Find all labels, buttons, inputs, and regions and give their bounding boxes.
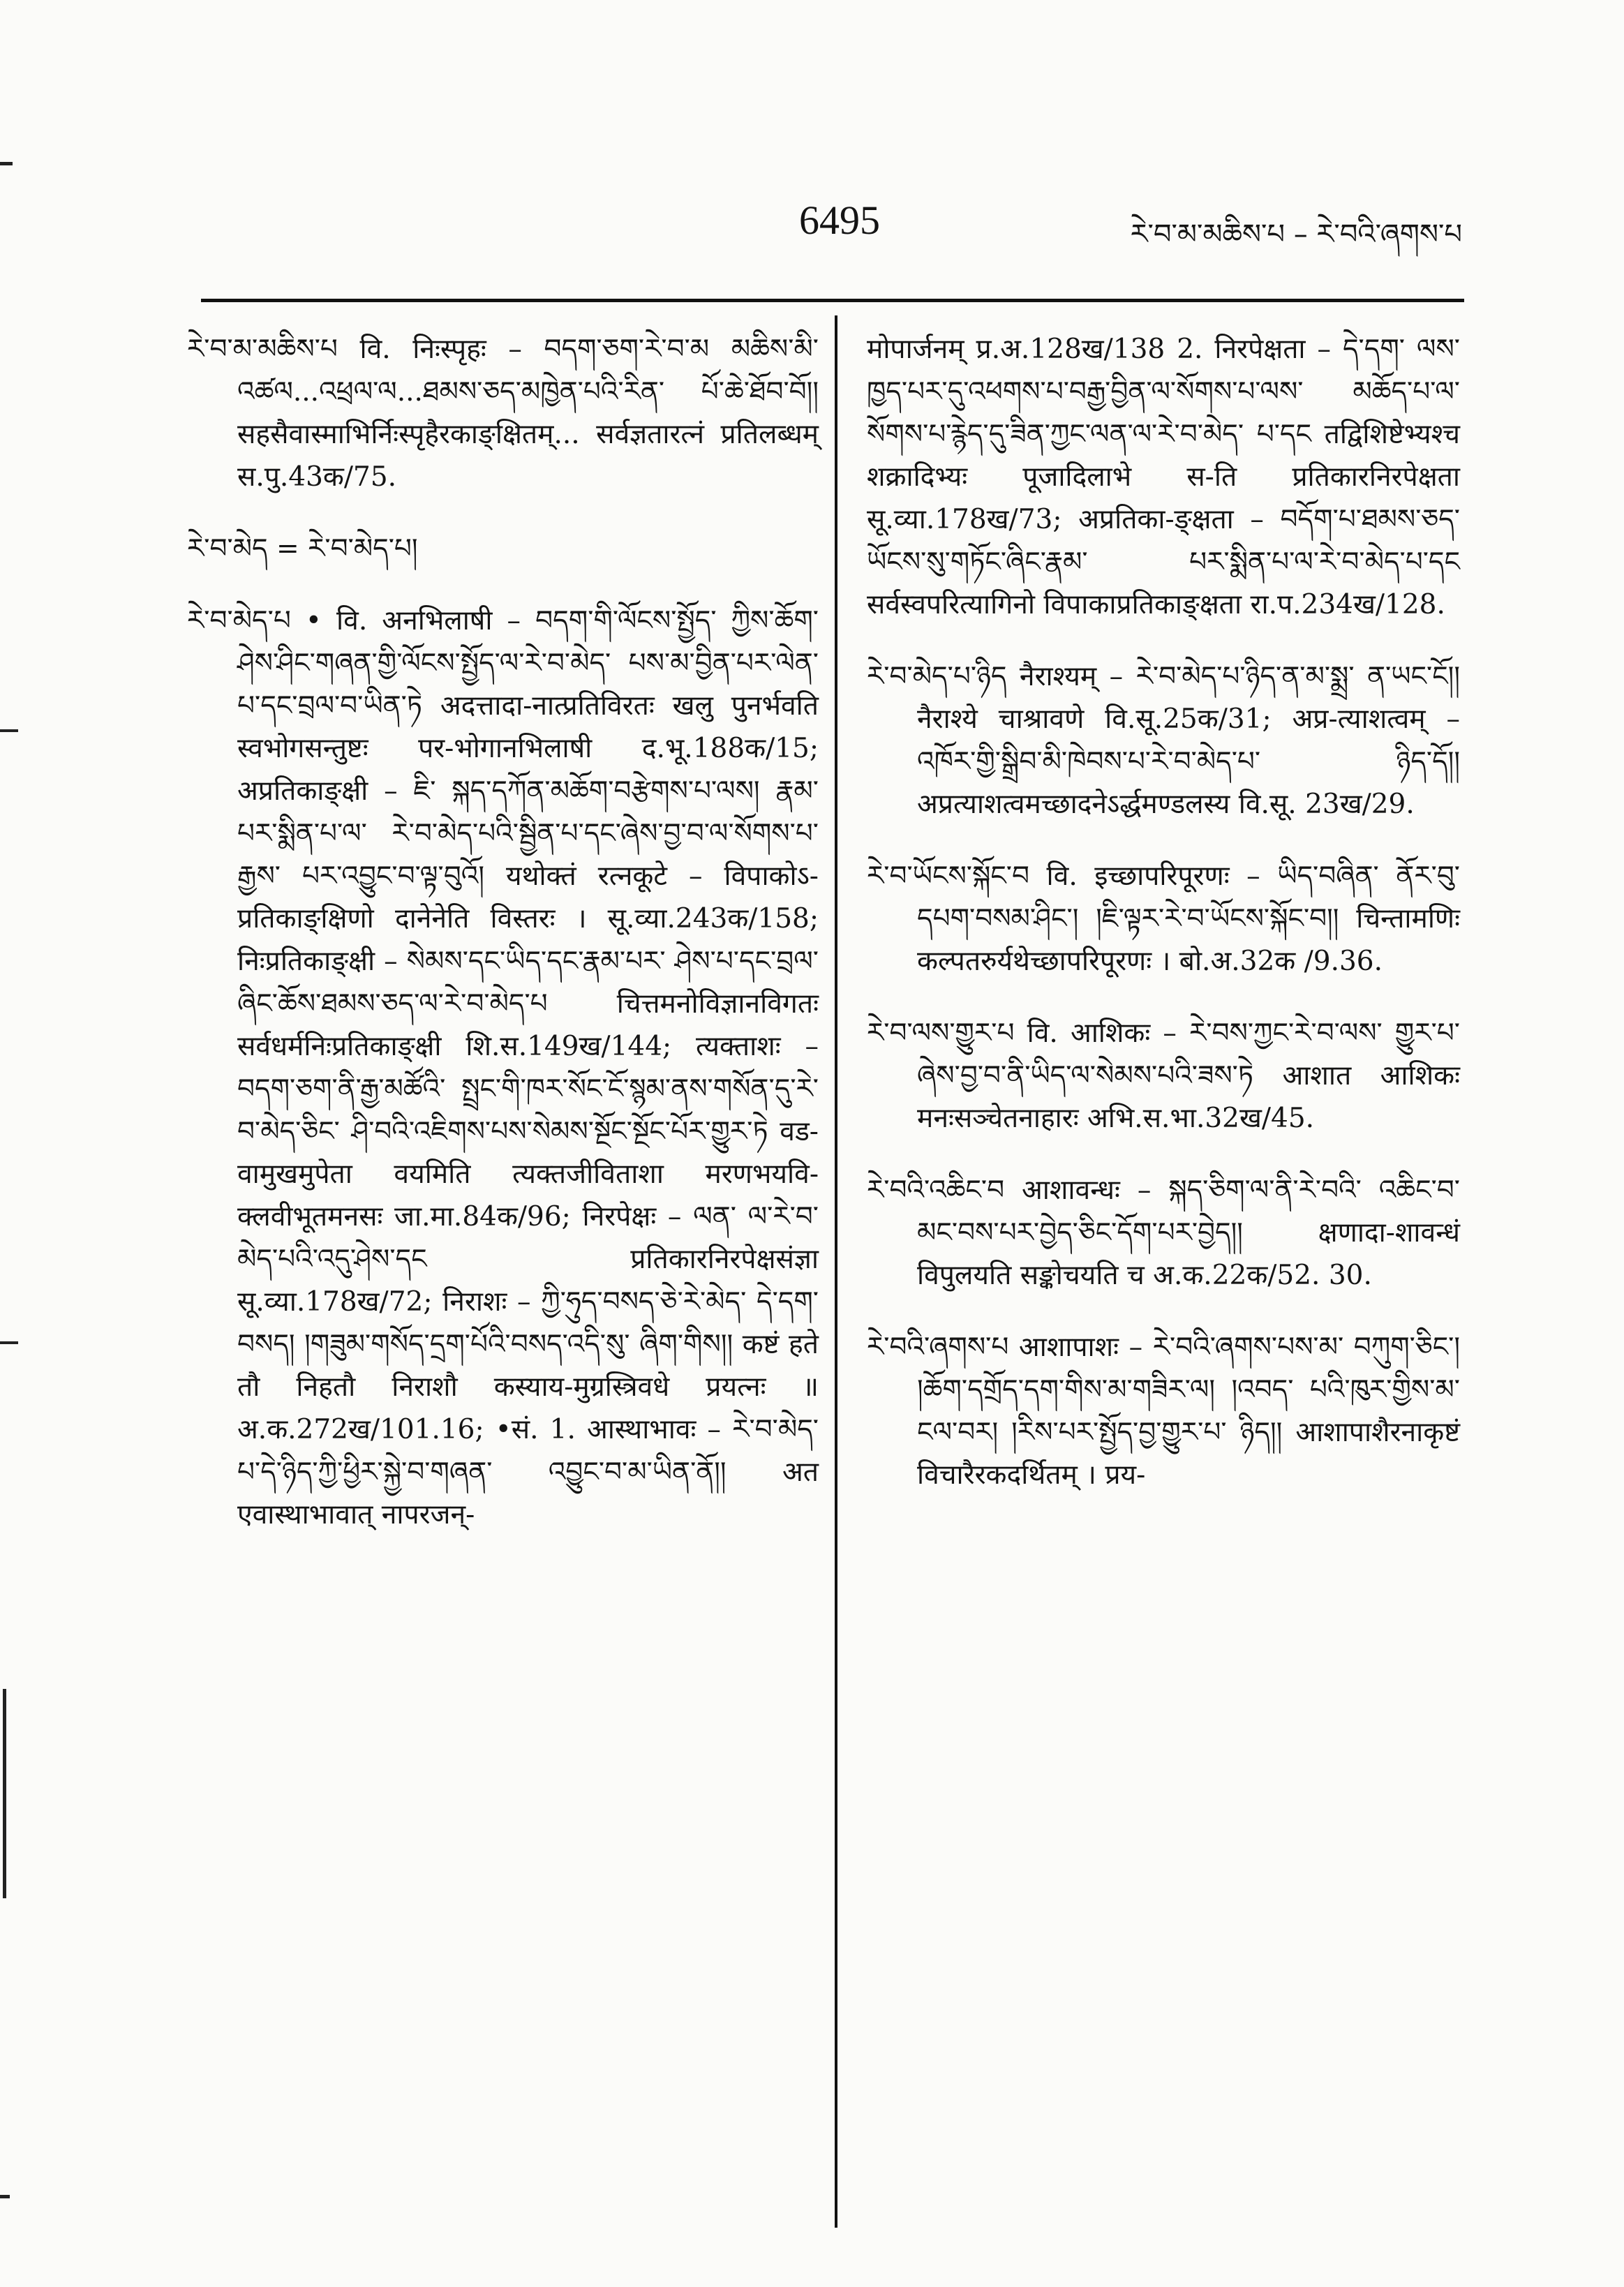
dictionary-entry: རེ་བ་མེད = རེ་བ་མེད་པ། [187,533,418,565]
page-number: 6495 [799,198,880,243]
scan-edge-mark [0,162,13,165]
column-divider [835,315,837,2228]
dictionary-entry: རེ་བ་ལས་གྱུར་པ वि. आशिकः – རེ་བས་ཀྱང་རེ་བ་ལས་ གྱུར་པ་ཞེས་བྱ་བ་ནི་ཡིད་ལ་སེམས་པའི་ཟས་ཏེ आशात आशिकः मनःसञ्चेतनाहारः अभि.स.भा.32ख/45. [867,1018,1460,1134]
dictionary-entry: རེ་བ་མ་མཆིས་པ वि. निःस्पृहः – བདག་ཅག་རེ་བ་མ མཆིས་མི་འཚལ...འཕྲལ་ལ...ཐམས་ཅད་མཁྱེན་པའི་རིན་ པོ་ཆེ་ཐོབ་བོ།། सहसैवास्माभिर्निःस्पृहैरकाङ्क्षितम्... सर्वज्ञतारत्नं प्रतिलब्धम् स.पु.43क/75. [187,334,819,493]
dictionary-entry: རེ་བ་མེད་པ་ཉིད नैराश्यम् – རེ་བ་མེད་པ་ཉིད་ན་མ་སྨྲ་ ན་ཡང་ངོ།། नैराश्ये चाश्रावणे वि.सू.25क/31; अप्र-त्याशत्वम् – འཁོར་གྱི་སྒྲིབ་མི་ཁེབས་པ་རེ་བ་མེད་པ་ ཉིད་དོ།། अप्रत्याशत्वमच्छादनेऽर्द्धमण्डलस्य वि.सू. 23ख/29. [867,661,1460,820]
right-column [867,328,1460,1526]
dictionary-entry: རེ་བའི་འཆིང་བ आशावन्धः – སྐད་ཅིག་ལ་ནི་རེ་བའི་ འཆིང་བ་མང་བས་པར་བྱེད་ཅིང་དོག་པར་བྱེད།། क्षणादा-शावन्धं विपुलयति सङ्कोचयति च अ.क.22क/52. 30. [867,1175,1460,1291]
dictionary-entry: རེ་བ་མེད་པ • वि. अनभिलाषी – བདག་གི་ལོངས་སྤྱོད་ ཀྱིས་ཆོག་ཤེས་ཤིང་གཞན་གྱི་ལོངས་སྤྱོད་ལ་རེ་བ་མེད་ པས་མ་བྱིན་པར་ལེན་པ་དང་བྲལ་བ་ཡིན་ཏེ अदत्तादा-नात्प्रतिविरतः खलु पुनर्भवति स्वभोगसन्तुष्टः पर-भोगानभिलाषी द.भू.188क/15; अप्रतिकाङ्क्षी – ཇི་ སྐད་དཀོན་མཆོག་བརྩེགས་པ་ལས། རྣམ་པར་སྨིན་པ་ལ་ རེ་བ་མེད་པའི་སྦྱིན་པ་དང་ཞེས་བྱ་བ་ལ་སོགས་པ་རྒྱས་ པར་འབྱུང་བ་ལྟ་བུའོ། यथोक्तं रत्नकूटे – विपाकोऽ-प्रतिकाङ्क्षिणो दानेनेति विस्तरः । सू.व्या.243क/158; निःप्रतिकाङ्क्षी – སེམས་དང་ཡིད་དང་རྣམ་པར་ ཤེས་པ་དང་བྲལ་ཞིང་ཆོས་ཐམས་ཅད་ལ་རེ་བ་མེད་པ चित्तमनोविज्ञानविगतः सर्वधर्मनिःप्रतिकाङ्क्षी शि.स.149ख/144; त्यक्ताशः – བདག་ཅག་ནི་རྒྱ་མཚོའི་ སྤྲང་གི་ཁར་སོང་ངོ་སྙམ་ནས་གསོན་དུ་རེ་བ་མེད་ཅིང་ ཤི་བའི་འཇིགས་པས་སེམས་སྔོང་སྔོང་པོར་གྱུར་ཏེ वड-वामुखमुपेता वयमिति त्यक्तजीविताशा मरणभयवि-क्लवीभूतमनसः जा.मा.84क/96; निरपेक्षः – ལན་ ལ་རེ་བ་མེད་པའི་འདུ་ཤེས་དང प्रतिकारनिरपेक्षसंज्ञा सू.व्या.178ख/72; निराशः – ཀྱི་ཧུད་བསད་ཅེ་རེ་མེད་ དེ་དག་བསད། །གཟུམ་གསོད་དྲག་པོའི་བསད་འདི་སུ་ ཞིག་གིས།། कष्टं हते तौ निहतौ निराशौ कस्याय-मुग्रस्त्रिवधे प्रयत्नः ॥ अ.क.272ख/101.16; •सं. 1. आस्थाभावः – རེ་བ་མེད་པ་དེ་ཉིད་ཀྱི་ཕྱིར་སྐྱེ་བ་གཞན་ འབྱུང་བ་མ་ཡིན་ནོ།། अत एवास्थाभावात् नापरजन्- [187,605,819,1530]
scan-edge-mark [0,729,18,732]
running-head: རེ་བ་མ་མཆིས་པ – རེ་བའི་ཞགས་པ [1130,218,1462,251]
dictionary-entry: རེ་བ་ཡོངས་སྐོང་བ वि. इच्छापरिपूरणः – ཡིད་བཞིན་ ནོར་བུ་དཔག་བསམ་ཤིང་། །ཇི་ལྟར་རེ་བ་ཡོངས་སྐོང་བ།། चिन्तामणिः कल्पतरुर्यथेच्छापरिपूरणः । बो.अ.32क /9.36. [867,861,1460,977]
left-column [187,328,819,1565]
scan-edge-mark [0,2195,10,2198]
dictionary-entry-continued: मोपार्जनम् प्र.अ.128ख/138 2. निरपेक्षता – དེ་དག་ ལས་ཁྱད་པར་དུ་འཕགས་པ་བརྒྱ་བྱིན་ལ་སོགས་པ་ལས་ མཆོད་པ་ལ་སོགས་པ་རྙེད་དུ་ཟིན་ཀྱང་ལན་ལ་རེ་བ་མེད་ པ་དང तद्विशिष्टेभ्यश्च शक्रादिभ्यः पूजादिलाभे स-ति प्रतिकारनिरपेक्षता सू.व्या.178ख/73; अप्रतिका-ङ्क्षता – བདོག་པ་ཐམས་ཅད་ཡོངས་སུ་གཏོང་ཞིང་རྣམ་ པར་སྨིན་པ་ལ་རེ་བ་མེད་པ་དང सर्वस्वपरित्यागिनो विपाकाप्रतिकाङ्क्षता रा.प.234ख/128. [867,334,1460,620]
scan-edge-mark [0,1341,18,1344]
top-rule [201,299,1464,302]
scan-edge-mark [3,1689,6,1898]
dictionary-entry: རེ་བའི་ཞགས་པ आशापाशः – རེ་བའི་ཞགས་པས་མ་ བཀུག་ཅིང་། །ཆོག་དགྲོད་དག་གིས་མ་གཟིར་ལ། །འབད་ པའི་ཁུར་གྱིས་མ་ངལ་བར། །རིས་པར་སྤྱོད་བྱ་གྱུར་པ་ ཉིད།། आशापाशैरनाकृष्टं विचारैरकदर्थितम् । प्रय- [867,1332,1460,1491]
